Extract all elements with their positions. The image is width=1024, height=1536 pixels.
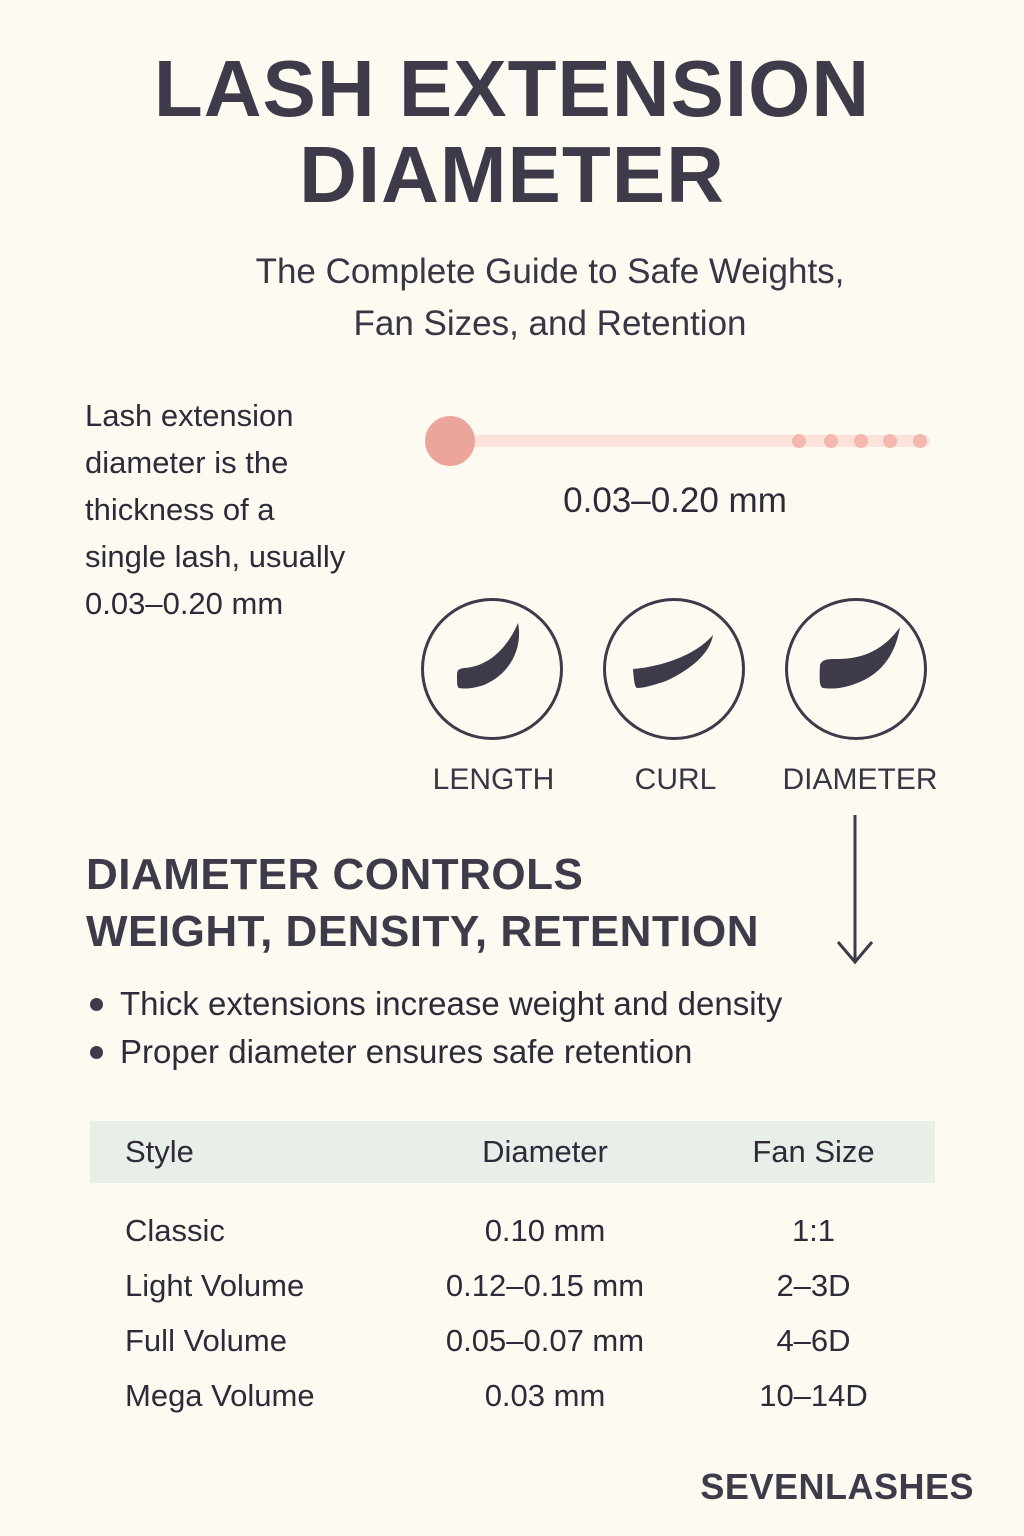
cell-fan-size: 10–14D [759,1377,868,1413]
scale-dot [792,434,806,448]
scale-dot [883,434,897,448]
attribute-label-length: LENGTH [432,763,555,796]
cell-style: Mega Volume [125,1377,315,1413]
page-title [0,46,1024,218]
cell-style: Light Volume [125,1267,305,1303]
subtitle-line-1: The Complete Guide to Safe Weights, [255,252,845,291]
attribute-label-diameter: DIAMETER [782,763,938,796]
subtitle-line-2: Fan Sizes, and Retention [353,304,747,343]
cell-style: Classic [125,1212,225,1248]
bullet-dot-icon [90,1046,103,1059]
intro-text: Lash extension diameter is the thickness of a single lash, usually 0.03–0.20 mm [85,398,346,621]
range-label: 0.03–0.20 mm [563,481,787,520]
bullet-text: Thick extensions increase weight and density [120,985,783,1022]
title-line-2: DIAMETER [299,130,725,219]
cell-diameter: 0.10 mm [484,1212,606,1248]
lash-length-icon [421,598,563,740]
attribute-length [421,598,563,740]
column-header-fan-size: Fan Size [752,1134,875,1169]
table-header [90,1121,935,1183]
table-row [90,1368,935,1423]
table-row [90,1313,935,1368]
cell-diameter: 0.03 mm [484,1377,606,1413]
bullet-list [86,980,906,1076]
title-line-1: LASH EXTENSION [153,44,871,133]
table-row [90,1203,935,1258]
bullet-dot-icon [90,998,103,1011]
diameter-scale [424,414,940,466]
scale-dot [824,434,838,448]
attribute-diameter [785,598,927,740]
cell-fan-size: 2–3D [776,1267,851,1303]
bullet-text: Proper diameter ensures safe retention [120,1033,693,1070]
column-header-style: Style [125,1134,194,1169]
table-row [90,1258,935,1313]
section-heading-line-2: WEIGHT, DENSITY, RETENTION [86,907,760,956]
cell-diameter: 0.05–0.07 mm [445,1322,645,1358]
scale-knob [425,416,475,466]
column-header-diameter: Diameter [482,1134,608,1169]
attribute-curl [603,598,745,740]
bullet-item [86,980,906,1028]
brand-logo-text: SEVENLASHES [700,1466,974,1507]
lash-diameter-icon [785,598,927,740]
diameter-table [90,1121,935,1423]
attribute-label-curl: CURL [634,763,717,796]
cell-fan-size: 4–6D [776,1322,851,1358]
section-heading-line-1: DIAMETER CONTROLS [86,850,584,899]
arrow-down-icon [830,812,880,967]
cell-fan-size: 1:1 [791,1212,836,1248]
page-subtitle [180,246,920,350]
cell-diameter: 0.12–0.15 mm [445,1267,645,1303]
section-heading [86,846,826,960]
cell-style: Full Volume [125,1322,287,1358]
bullet-item [86,1028,906,1076]
lash-curl-icon [603,598,745,740]
scale-dot [913,434,927,448]
scale-dot [854,434,868,448]
table-body [90,1183,935,1423]
